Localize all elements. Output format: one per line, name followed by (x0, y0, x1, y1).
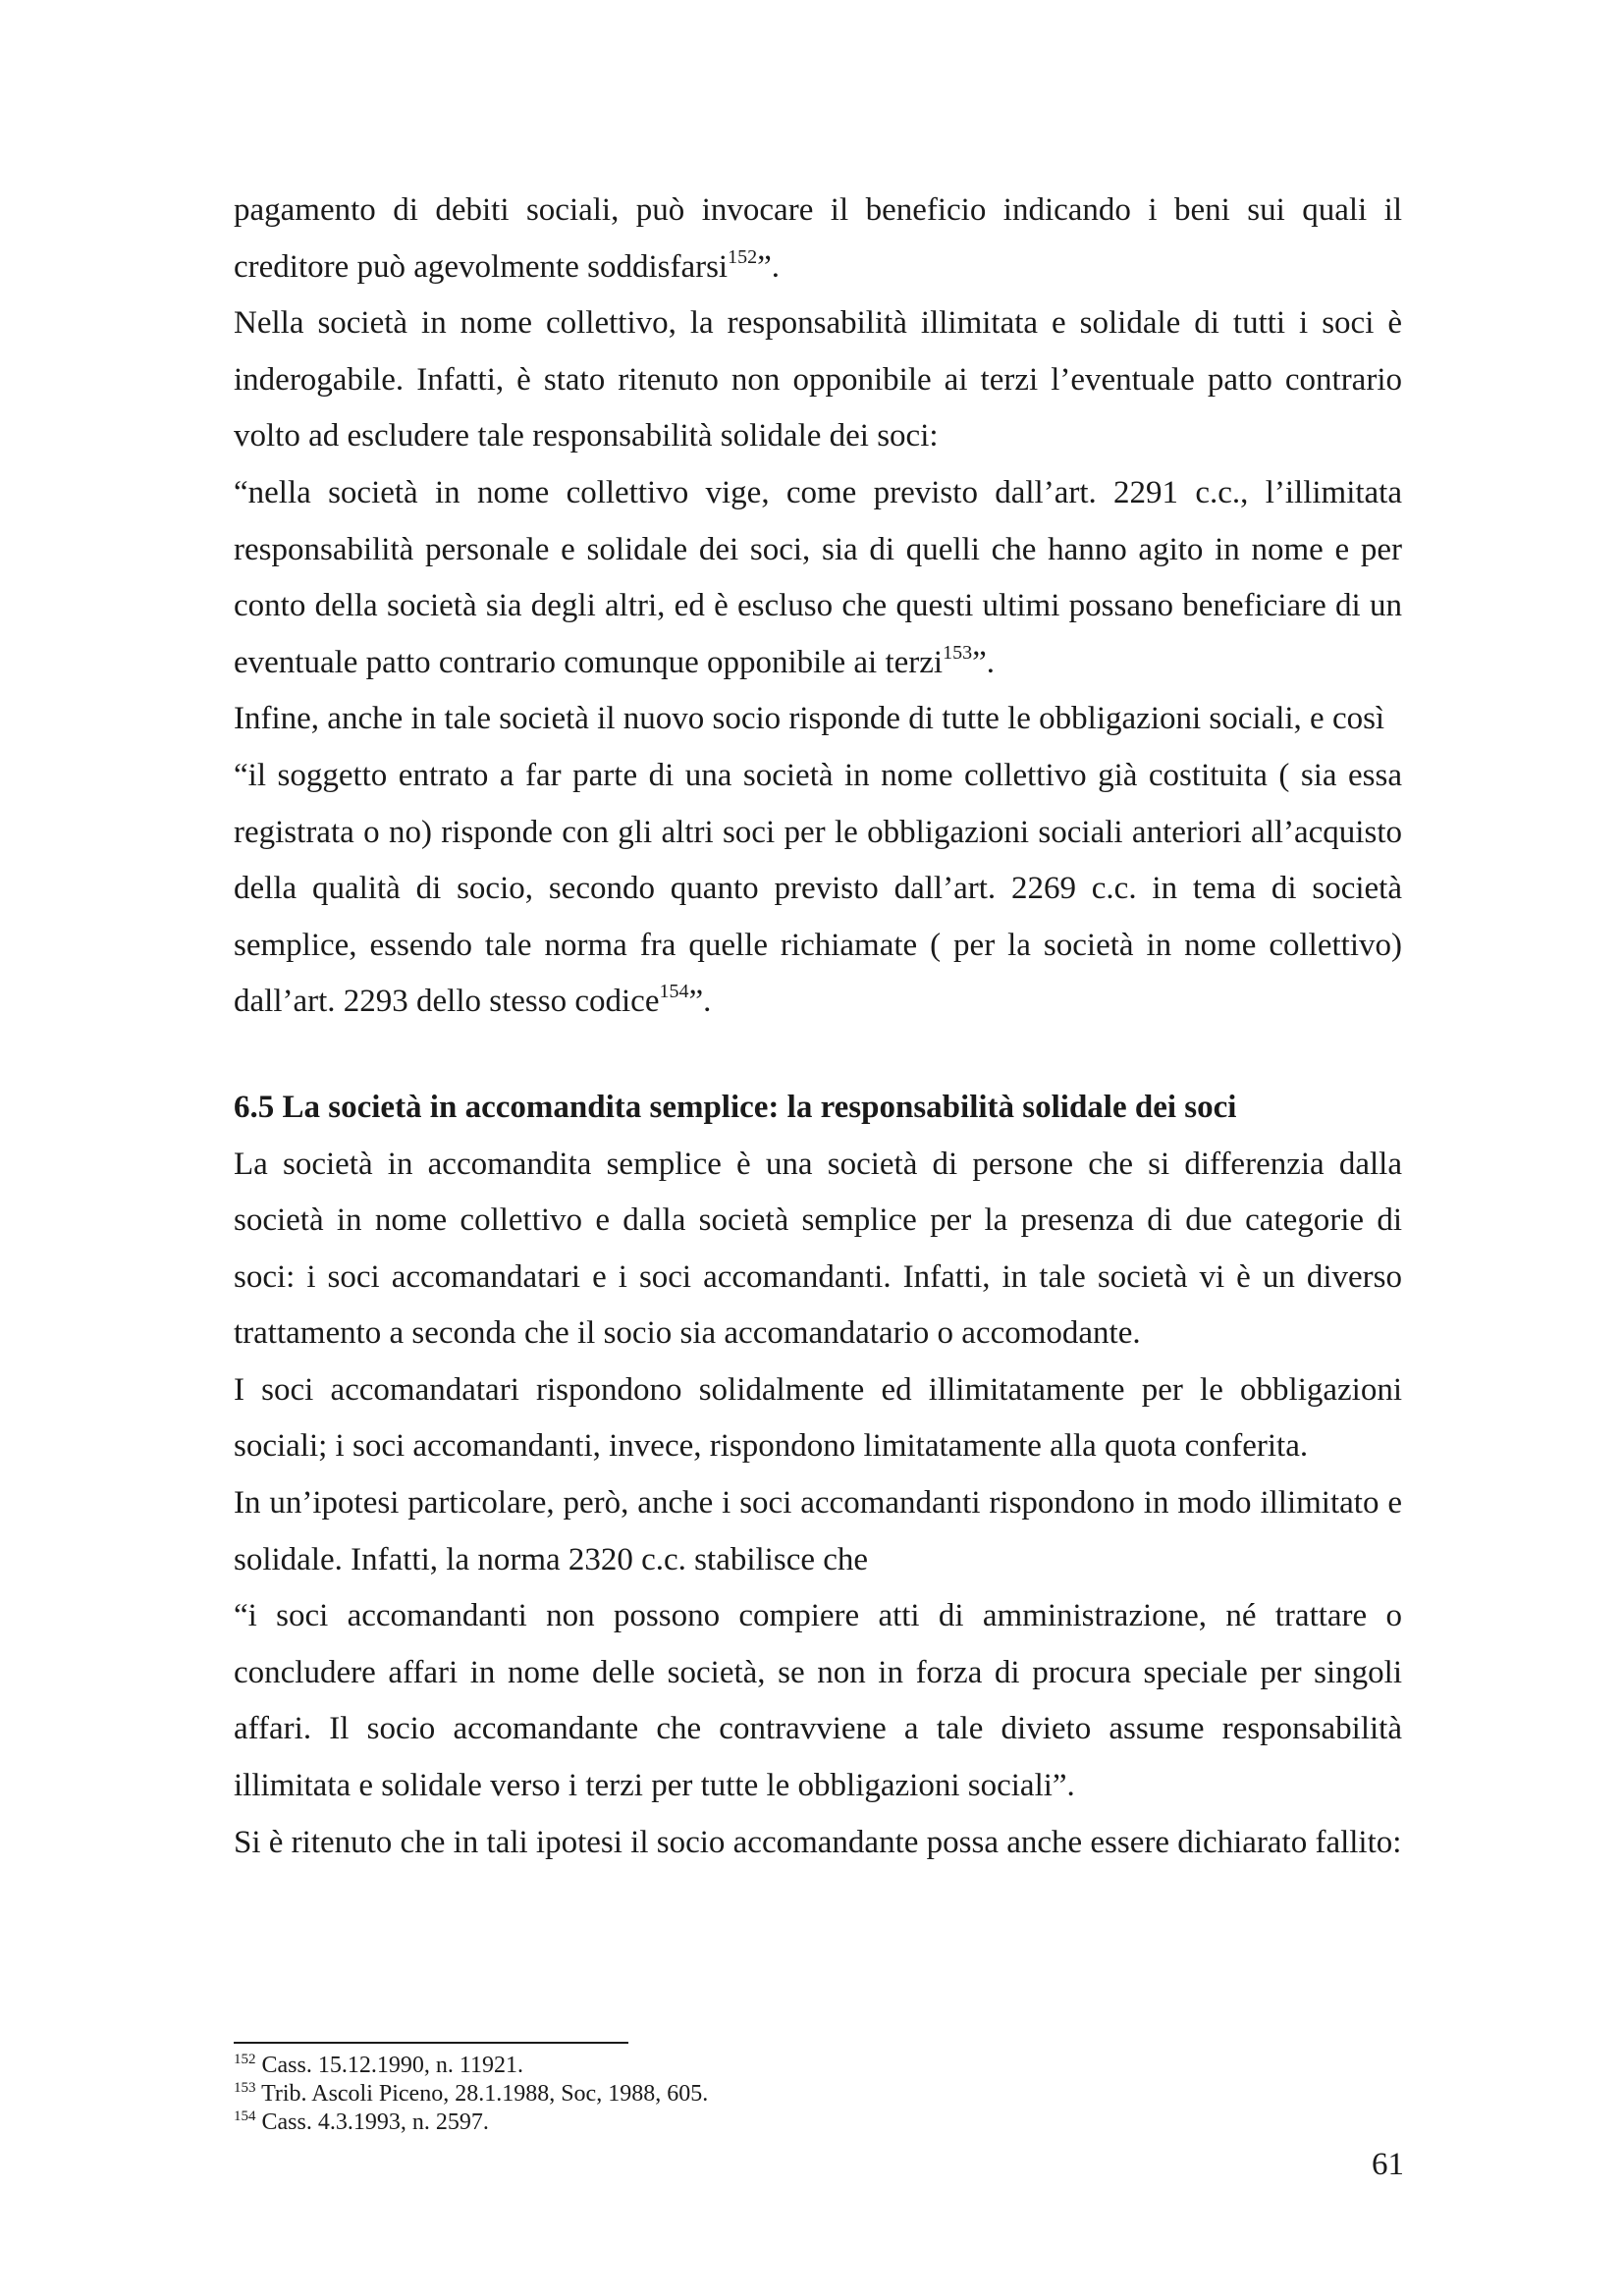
quote-paragraph-3: “i soci accomandanti non possono compiere atti di amministrazione, né trattare o concludere affari in nome delle società, se non in forza di procura speciale per singoli affari. Il socio accomandante che contravviene a tale divieto assume responsabilità illimitata e solidale verso i terzi per tutte le obbligazioni sociali”. (234, 1598, 1402, 1804)
page-body (234, 183, 1402, 1871)
footnote-ref-153[interactable]: 153 (943, 641, 973, 664)
footnote-154 (234, 2109, 1402, 2137)
quote-paragraph-2-tail: ”. (688, 984, 712, 1020)
footnote-text: Cass. 4.3.1993, n. 2597. (261, 2109, 489, 2135)
footnote-divider (234, 2042, 628, 2044)
paragraph-1-tail: ”. (757, 248, 780, 285)
paragraph-3: Infine, anche in tale società il nuovo socio risponde di tutte le obbligazioni sociali, e così (234, 701, 1385, 737)
paragraph-5: I soci accomandatari rispondono solidalmente ed illimitatamente per le obbligazioni sociali; i soci accomandanti, invece, rispondono limitatamente alla quota conferita. (234, 1371, 1402, 1465)
footnote-text: Cass. 15.12.1990, n. 11921. (261, 2053, 523, 2078)
section-gap (234, 1031, 1402, 1080)
paragraph-4: La società in accomandita semplice è una società di persone che si differenzia dalla società in nome collettivo e dalla società semplice per la presenza di due categorie di soci: i soci accomandatari e i soci accomandanti. Infatti, in tale società vi è un diverso trattamento a seconda che il socio sia accomandatario o accomodante. (234, 1146, 1402, 1352)
paragraph-6: In un’ipotesi particolare, però, anche i soci accomandanti rispondono in modo illimitato e solidale. Infatti, la norma 2320 c.c. stabilisce che (234, 1485, 1402, 1577)
footnote-ref-154[interactable]: 154 (659, 981, 689, 1003)
quote-paragraph-1 (234, 465, 1402, 691)
quote-paragraph-2-text: “il soggetto entrato a far parte di una società in nome collettivo già costituita ( sia essa registrata o no) risponde con gli altri soci per le obbligazioni sociali anteriori all’acquisto della qualità di socio, secondo quanto previsto dall’art. 2269 c.c. in tema di società semplice, essendo tale norma fra quelle richiamate ( per la società in nome collettivo) dall’art. 2293 dello stesso codice (234, 757, 1402, 1020)
footnote-number: 153 (234, 2080, 256, 2096)
paragraph-1-text: pagamento di debiti sociali, può invocare il beneficio indicando i beni sui quali il creditore può agevolmente soddisfarsi (234, 192, 1402, 285)
paragraph-2: Nella società in nome collettivo, la responsabilità illimitata e solidale di tutti i soci è inderogabile. Infatti, è stato ritenuto non opponibile ai terzi l’eventuale patto contrario volto ad escludere tale responsabilità solidale dei soci: (234, 305, 1402, 454)
footnotes (234, 2052, 1402, 2137)
footnote-ref-152[interactable]: 152 (728, 245, 758, 268)
quote-paragraph-1-tail: ”. (972, 644, 995, 680)
paragraph-7: Si è ritenuto che in tali ipotesi il socio accomandante possa anche essere dichiarato fallito: (234, 1824, 1402, 1860)
footnote-text: Trib. Ascoli Piceno, 28.1.1988, Soc, 1988, 605. (261, 2081, 709, 2107)
page-number: 61 (1372, 2147, 1404, 2182)
footnote-number: 154 (234, 2109, 256, 2124)
paragraph-1 (234, 183, 1402, 295)
footnote-153 (234, 2080, 1402, 2109)
quote-paragraph-1-text: “nella società in nome collettivo vige, come previsto dall’art. 2291 c.c., l’illimitata responsabilità personale e solidale dei soci, sia di quelli che hanno agito in nome e per conto della società sia degli altri, ed è escluso che questi ultimi possano beneficiare di un eventuale patto contrario comunque opponibile ai terzi (234, 474, 1402, 680)
footnote-152 (234, 2052, 1402, 2080)
section-heading: 6.5 La società in accomandita semplice: la responsabilità solidale dei soci (234, 1089, 1237, 1125)
footnote-number: 152 (234, 2052, 256, 2067)
quote-paragraph-2 (234, 748, 1402, 1031)
